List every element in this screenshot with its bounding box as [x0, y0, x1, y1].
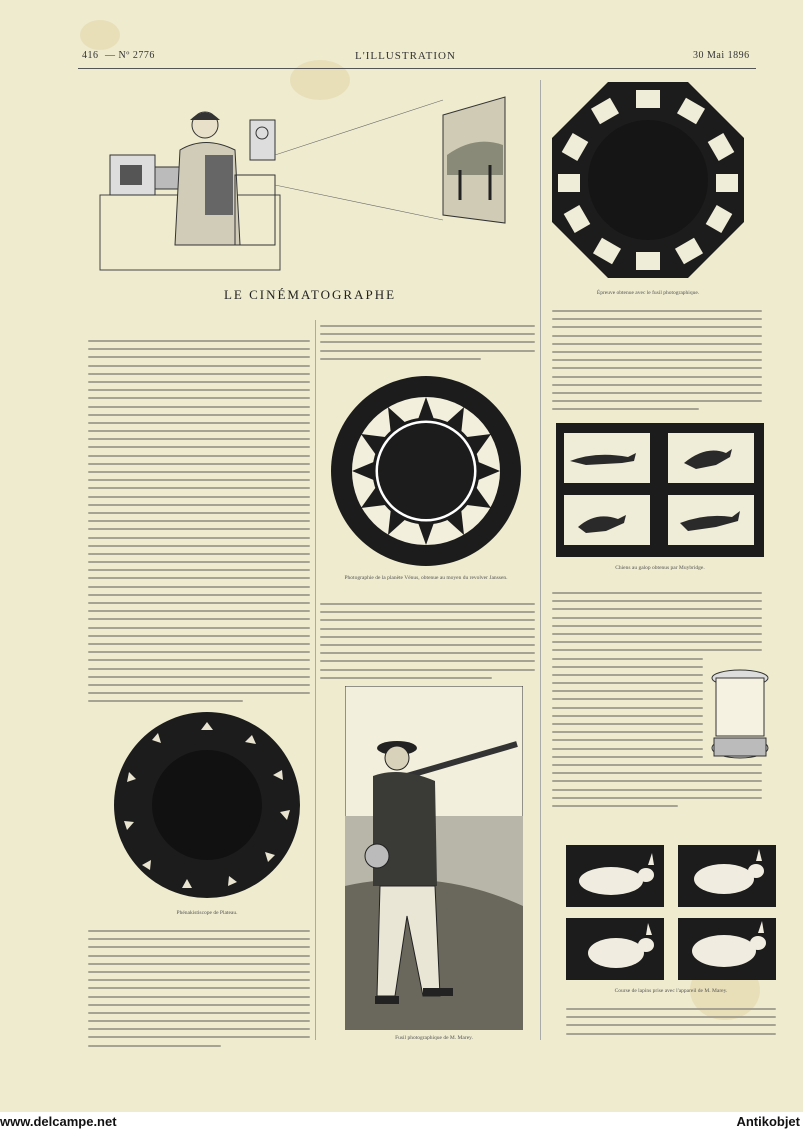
- dogs-caption: Chiens au galop obtenus par Muybridge.: [615, 565, 705, 571]
- projector-engraving: [95, 95, 515, 275]
- marey-photographic-gun-engraving: [345, 686, 523, 1030]
- octagon-caption: Épreuve obtenue avec le fusil photographique.: [596, 290, 700, 296]
- page-number: 416: [82, 50, 99, 61]
- header-rule: [78, 68, 756, 69]
- text-column-3: [552, 310, 762, 416]
- footer-seller-name: Antikobjet: [736, 1114, 800, 1129]
- paper-stain: [80, 20, 120, 50]
- venus-caption: Photographie de la planète Vénus, obtenue au moyen du revolver Janssen.: [344, 575, 508, 581]
- venus-revolver-disc: [330, 375, 522, 567]
- article-title: LE CINÉMATOGRAPHE: [223, 287, 397, 302]
- column-rule: [315, 320, 316, 1040]
- hunter-caption: Fusil photographique de M. Marey.: [395, 1035, 473, 1041]
- watermark-bar: [0, 1112, 803, 1131]
- octagon-gun-disc: [550, 80, 746, 280]
- marey-rabbits-panel: [566, 845, 776, 980]
- rabbits-caption: Course de lapins prise avec l'appareil de M. Marey.: [614, 988, 728, 994]
- column-rule: [540, 80, 541, 1040]
- text-column-2-middle: [320, 603, 535, 685]
- issue-date: 30 Mai 1896: [693, 50, 750, 61]
- birds-caption: Phénakistiscope de Plateau.: [176, 910, 238, 916]
- issue-number: — Nº 2776: [105, 50, 155, 61]
- text-column-2: [320, 325, 535, 366]
- text-column-1: [88, 340, 310, 708]
- paper-stain: [290, 60, 350, 100]
- film-roll-illustration: [708, 668, 772, 764]
- text-column-3-bottom: [566, 1008, 776, 1041]
- phenakistiscope-birds-disc: [112, 710, 302, 900]
- text-column-1-bottom: [88, 930, 310, 1053]
- journal-title: L'ILLUSTRATION: [355, 50, 456, 62]
- footer-site-link[interactable]: www.delcampe.net: [0, 1114, 117, 1129]
- muybridge-dogs-panel: [556, 423, 764, 557]
